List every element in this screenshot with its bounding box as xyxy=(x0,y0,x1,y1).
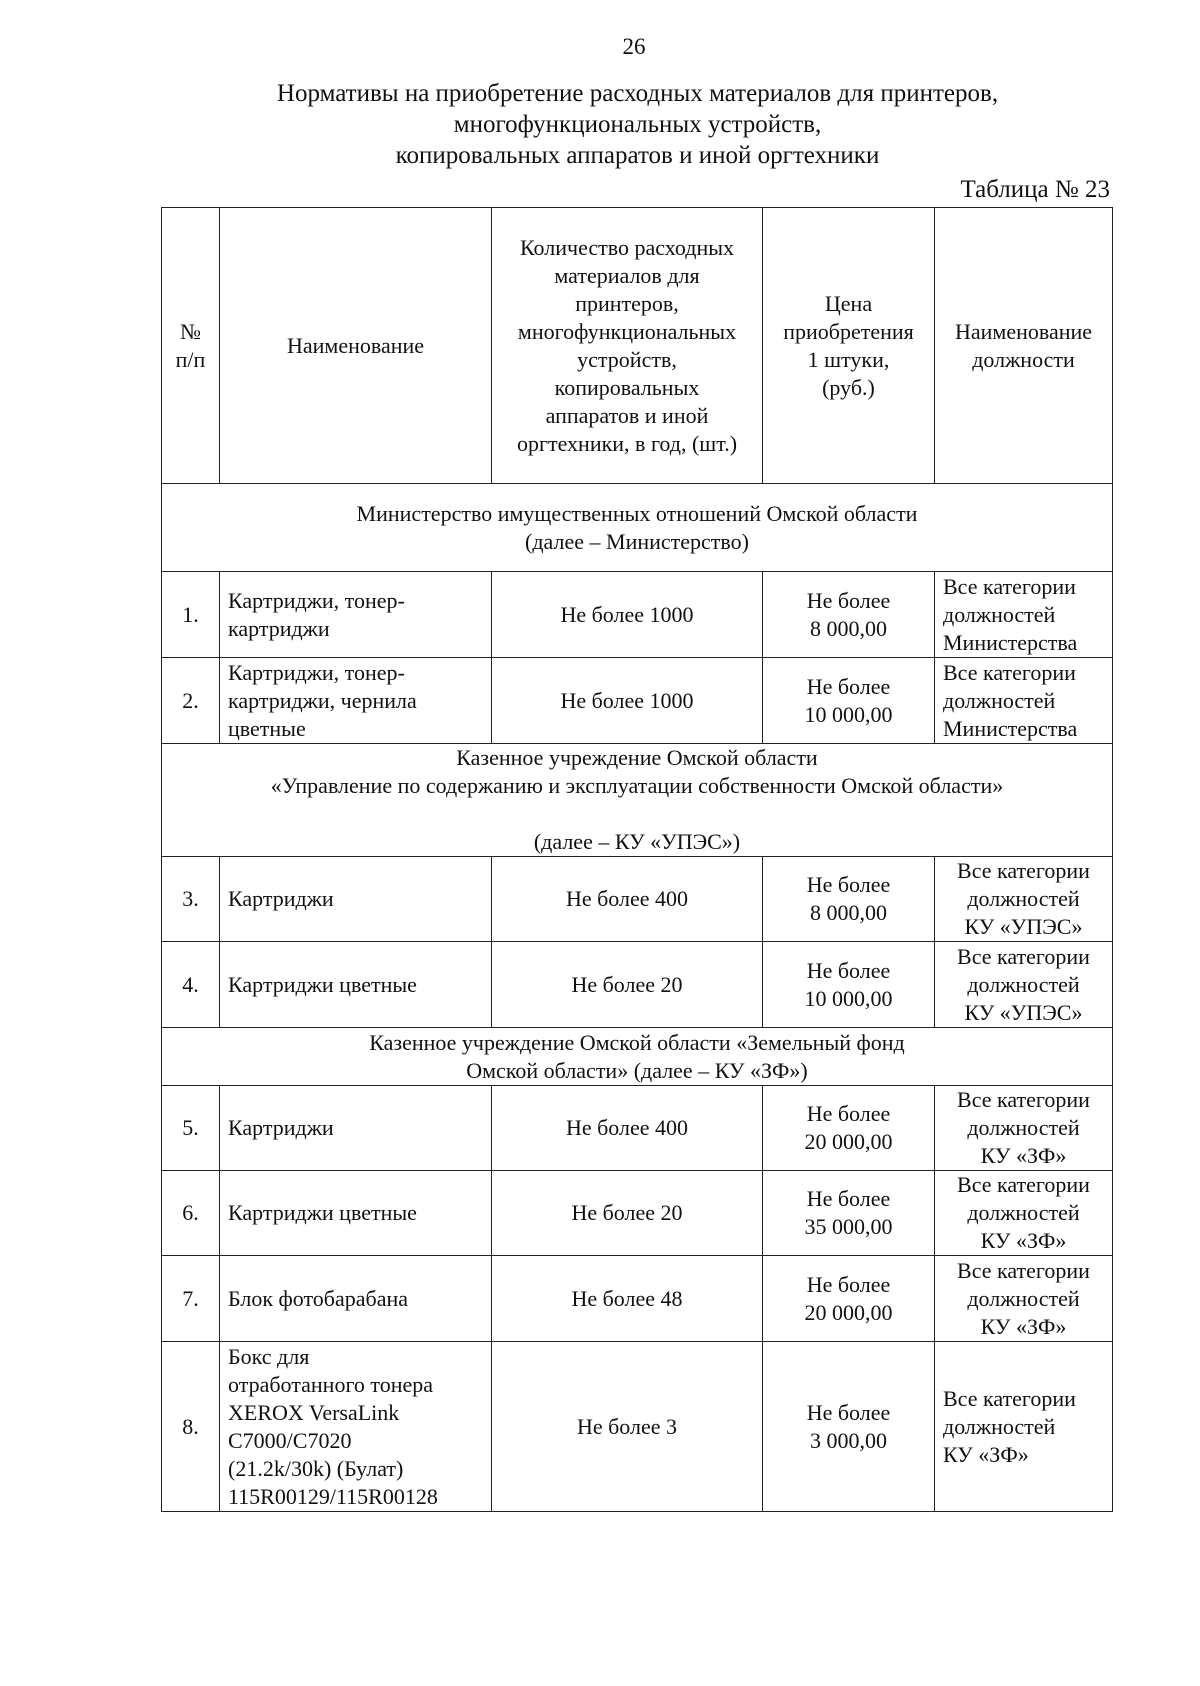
cell-line: КУ «УПЭС» xyxy=(964,999,1083,1025)
header-line: (руб.) xyxy=(822,374,875,400)
document-title xyxy=(160,78,1115,171)
cell-line: Картриджи цветные xyxy=(228,971,417,997)
cell-line: Не более xyxy=(806,1271,891,1297)
section-title xyxy=(162,1028,1113,1086)
row-position xyxy=(935,1171,1113,1256)
header-num xyxy=(162,208,220,484)
header-position xyxy=(935,208,1113,484)
cell-line: должностей xyxy=(967,971,1080,997)
row-num: 4. xyxy=(162,942,220,1028)
table-row xyxy=(162,1256,1113,1342)
cell-line: Все категории xyxy=(957,1257,1090,1283)
section-title-line: «Управление по содержанию и эксплуатации собственности Омской области» xyxy=(270,773,1004,798)
row-quantity: Не более 3 xyxy=(492,1342,763,1512)
table-row xyxy=(162,1171,1113,1256)
row-name xyxy=(220,942,492,1028)
cell-line: XEROX VersaLink xyxy=(228,1399,400,1425)
cell-line: Картриджи xyxy=(228,886,334,911)
table-number: Таблица № 23 xyxy=(960,176,1110,203)
table-header-row xyxy=(162,208,1113,484)
row-num: 2. xyxy=(162,658,220,744)
cell-line: Все категории xyxy=(943,659,1076,685)
cell-line: Все категории xyxy=(957,943,1090,969)
cell-line: Все категории xyxy=(957,1172,1090,1197)
cell-line: КУ «ЗФ» xyxy=(980,1313,1067,1339)
row-price xyxy=(763,1342,935,1512)
cell-line: КУ «ЗФ» xyxy=(980,1143,1067,1168)
cell-line: должностей xyxy=(967,1115,1080,1140)
cell-line: C7000/C7020 xyxy=(228,1427,352,1453)
header-line: Наименование xyxy=(954,318,1093,344)
cell-line: 8 000,00 xyxy=(810,900,887,925)
cell-line: КУ «УПЭС» xyxy=(964,914,1083,939)
cell-line: 20 000,00 xyxy=(804,1299,893,1325)
row-name xyxy=(220,1342,492,1512)
table-row xyxy=(162,857,1113,942)
row-position xyxy=(935,1256,1113,1342)
section-row-ministry xyxy=(162,484,1113,572)
table-row xyxy=(162,942,1113,1028)
header-line: приобретения xyxy=(783,318,914,344)
section-row-upes xyxy=(162,744,1113,857)
header-line: копировальных xyxy=(554,374,700,400)
header-line: устройств, xyxy=(577,346,677,372)
cell-line: Картриджи, тонер- xyxy=(228,587,405,613)
cell-line: отработанного тонера xyxy=(228,1371,434,1397)
cell-line: Картриджи xyxy=(228,1115,334,1140)
row-position xyxy=(935,1086,1113,1171)
row-position xyxy=(935,942,1113,1028)
row-quantity: Не более 400 xyxy=(492,1086,763,1171)
page-number: 26 xyxy=(622,34,646,59)
header-line: принтеров, xyxy=(575,290,679,316)
row-num: 5. xyxy=(162,1086,220,1171)
header-name: Наименование xyxy=(220,208,492,484)
cell-line: КУ «ЗФ» xyxy=(943,1441,1029,1467)
row-price xyxy=(763,1086,935,1171)
header-line: материалов для xyxy=(554,262,700,288)
cell-line: картриджи, чернила xyxy=(228,687,417,713)
cell-line: 20 000,00 xyxy=(804,1129,893,1154)
header-line: Количество расходных xyxy=(519,234,735,260)
row-price xyxy=(763,658,935,744)
row-position xyxy=(935,1342,1113,1512)
row-price xyxy=(763,942,935,1028)
cell-line: Все категории xyxy=(943,573,1076,599)
section-title-spacer xyxy=(170,800,1104,828)
cell-line: Не более xyxy=(806,1399,891,1425)
row-position xyxy=(935,572,1113,658)
row-position xyxy=(935,658,1113,744)
cell-line: 8 000,00 xyxy=(810,615,887,641)
row-quantity: Не более 1000 xyxy=(492,658,763,744)
cell-line: 10 000,00 xyxy=(804,985,893,1011)
cell-line: 3 000,00 xyxy=(810,1427,887,1453)
row-num: 1. xyxy=(162,572,220,658)
row-name xyxy=(220,1086,492,1171)
section-title-line: Казенное учреждение Омской области «Земельный фонд xyxy=(369,1029,905,1055)
row-name xyxy=(220,572,492,658)
section-title xyxy=(162,484,1113,572)
cell-line: 115R00129/115R00128 xyxy=(228,1483,438,1509)
section-title xyxy=(162,744,1113,857)
row-quantity: Не более 20 xyxy=(492,1171,763,1256)
row-quantity: Не более 48 xyxy=(492,1256,763,1342)
table-row xyxy=(162,658,1113,744)
row-name xyxy=(220,658,492,744)
header-line: многофункциональных xyxy=(517,318,737,344)
cell-line: Не более xyxy=(806,957,891,983)
cell-line: должностей xyxy=(943,687,1056,713)
row-quantity: Не более 400 xyxy=(492,857,763,942)
title-line: копировальных аппаратов и иной оргтехники xyxy=(395,142,880,169)
cell-line: Не более xyxy=(806,587,891,613)
cell-line: Картриджи цветные xyxy=(228,1200,417,1225)
section-title-line: (далее – КУ «УПЭС») xyxy=(533,829,741,854)
header-line: Цена xyxy=(824,290,873,316)
cell-line: Все категории xyxy=(957,1087,1090,1112)
section-row-zf xyxy=(162,1028,1113,1086)
cell-line: Министерства xyxy=(943,629,1078,655)
table-row xyxy=(162,1086,1113,1171)
norms-table xyxy=(161,207,1113,1512)
row-price xyxy=(763,572,935,658)
header-price xyxy=(763,208,935,484)
cell-line: Картриджи, тонер- xyxy=(228,659,405,685)
section-title-line: Министерство имущественных отношений Омской области xyxy=(356,500,918,526)
section-title-line: (далее – Министерство) xyxy=(525,528,749,554)
cell-line: должностей xyxy=(967,1285,1080,1311)
cell-line: Не более xyxy=(806,673,891,699)
table-row xyxy=(162,1342,1113,1512)
cell-line: должностей xyxy=(943,601,1056,627)
title-line: многофункциональных устройств, xyxy=(453,111,822,138)
row-num: 3. xyxy=(162,857,220,942)
row-quantity: Не более 1000 xyxy=(492,572,763,658)
cell-line: Все категории xyxy=(943,1385,1076,1411)
header-line: аппаратов и иной xyxy=(545,402,709,428)
row-price xyxy=(763,857,935,942)
row-price xyxy=(763,1171,935,1256)
section-title-line: Казенное учреждение Омской области xyxy=(456,745,818,770)
row-position xyxy=(935,857,1113,942)
cell-line: (21.2k/30k) (Булат) xyxy=(228,1455,404,1481)
section-title-line: Омской области» (далее – КУ «ЗФ») xyxy=(466,1057,808,1083)
header-line: п/п xyxy=(175,346,206,372)
header-line: должности xyxy=(972,346,1075,372)
cell-line: КУ «ЗФ» xyxy=(980,1228,1067,1253)
row-name xyxy=(220,857,492,942)
table-row xyxy=(162,572,1113,658)
cell-line: 10 000,00 xyxy=(804,701,893,727)
cell-line: должностей xyxy=(943,1413,1056,1439)
cell-line: Все категории xyxy=(957,858,1090,883)
header-line: 1 штуки, xyxy=(807,346,890,372)
row-price xyxy=(763,1256,935,1342)
cell-line: Не более xyxy=(806,1186,891,1211)
row-quantity: Не более 20 xyxy=(492,942,763,1028)
header-line: № xyxy=(180,318,201,344)
cell-line: 35 000,00 xyxy=(804,1214,893,1239)
cell-line: цветные xyxy=(228,715,306,741)
cell-line: Не более xyxy=(806,1101,891,1126)
cell-line: Министерства xyxy=(943,715,1078,741)
row-name xyxy=(220,1256,492,1342)
row-num: 8. xyxy=(162,1342,220,1512)
row-num: 7. xyxy=(162,1256,220,1342)
cell-line: Блок фотобарабана xyxy=(228,1285,409,1311)
cell-line: картриджи xyxy=(228,615,330,641)
cell-line: Не более xyxy=(806,872,891,897)
cell-line: Бокс для xyxy=(228,1343,310,1369)
row-name xyxy=(220,1171,492,1256)
cell-line: должностей xyxy=(967,886,1080,911)
title-line: Нормативы на приобретение расходных материалов для принтеров, xyxy=(276,80,999,107)
cell-line: должностей xyxy=(967,1200,1080,1225)
row-num: 6. xyxy=(162,1171,220,1256)
header-quantity xyxy=(492,208,763,484)
header-line: оргтехники, в год, (шт.) xyxy=(516,430,738,456)
